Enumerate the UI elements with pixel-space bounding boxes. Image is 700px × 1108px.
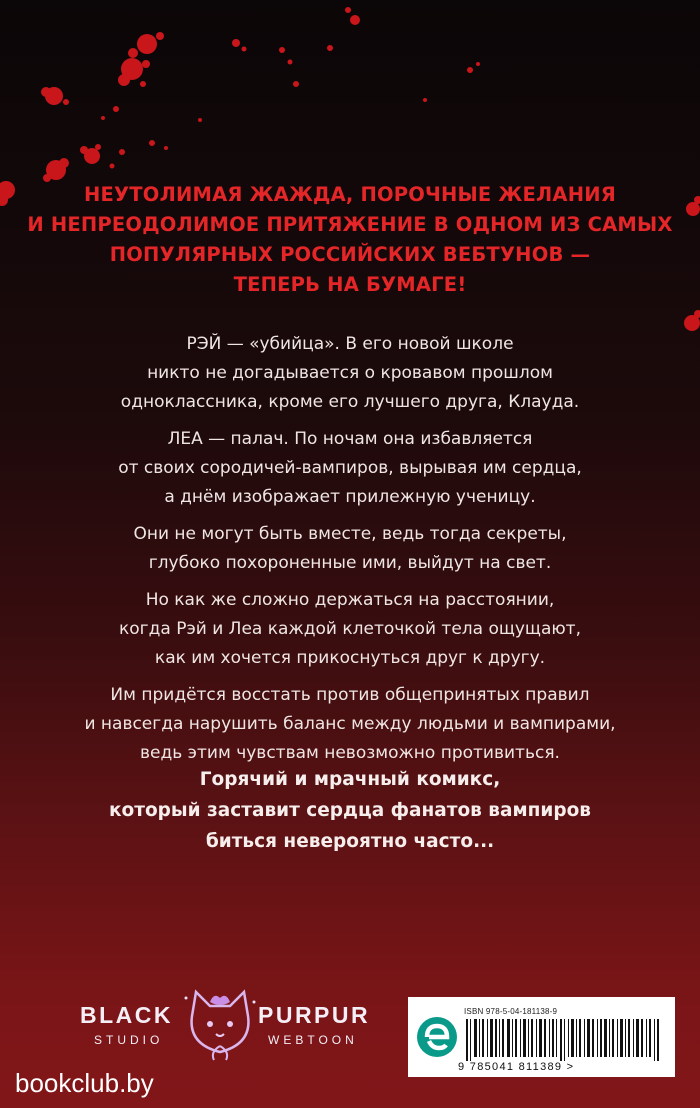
barcode-panel [408,997,675,1077]
barcode-number: 9 785041 811389 > [458,1061,575,1073]
barcode-bars [466,1019,666,1061]
logo-word-left: BLACK [80,1002,173,1028]
synopsis-paragraph [0,586,700,673]
headline-line: И НЕПРЕОДОЛИМОЕ ПРИТЯЖЕНИЕ В ОДНОМ ИЗ САМЫХ [27,213,673,236]
eksmo-logo-icon [415,1015,459,1059]
headline [0,180,700,300]
watermark-site: bookclub.by [15,1068,154,1098]
logo-subword-right: WEBTOON [268,1033,358,1047]
tagline-line: который заставит сердца фанатов вампиров [108,800,592,821]
synopsis-paragraph [0,330,700,417]
headline-line: НЕУТОЛИМАЯ ЖАЖДА, ПОРОЧНЫЕ ЖЕЛАНИЯ [84,183,616,206]
tagline [0,764,700,857]
tagline-line: Горячий и мрачный комикс, [199,769,501,790]
synopsis-line: Но как же сложно держаться на расстоянии, [145,590,555,610]
synopsis-paragraph [0,425,700,512]
synopsis-line: Им придётся восстать против общепринятых правил [110,685,590,705]
synopsis-line: Они не могут быть вместе, ведь тогда секреты, [133,524,567,544]
synopsis-line: а днём изображает прилежную ученицу. [164,487,536,507]
synopsis-line: РЭЙ — «убийца». В его новой школе [186,334,514,354]
isbn-text: ISBN 978-5-04-181138-9 [464,1007,558,1016]
synopsis-paragraph [0,681,700,768]
headline-line: ТЕПЕРЬ НА БУМАГЕ! [233,273,467,296]
synopsis-line: глубоко похороненные ими, выйдут на свет. [148,553,552,573]
headline-line: ПОПУЛЯРНЫХ РОССИЙСКИХ ВЕБТУНОВ — [109,243,591,266]
synopsis-line: ведь этим чувствам невозможно противиться. [140,743,560,763]
synopsis-line: как им хочется прикоснуться друг к другу. [154,648,546,668]
synopsis-line: от своих сородичей-вампиров, вырывая им сердца, [118,458,582,478]
synopsis-line: и навсегда нарушить баланс между людьми и вампирами, [84,714,616,734]
black-purpur-logo [80,996,400,1066]
logo-word-right: PURPUR [258,1002,371,1028]
synopsis-line: ЛЕА — палач. По ночам она избавляется [167,429,533,449]
synopsis-paragraph [0,520,700,578]
synopsis [0,330,700,776]
synopsis-line: когда Рэй и Леа каждой клеточкой тела ощущают, [119,619,581,639]
synopsis-line: одноклассника, кроме его лучшего друга, Клауда. [120,392,580,412]
cat-mascot-icon [180,986,260,1062]
synopsis-line: никто не догадывается о кровавом прошлом [147,363,553,383]
logo-subword-left: STUDIO [94,1033,164,1047]
tagline-line: биться невероятно часто... [205,831,495,852]
